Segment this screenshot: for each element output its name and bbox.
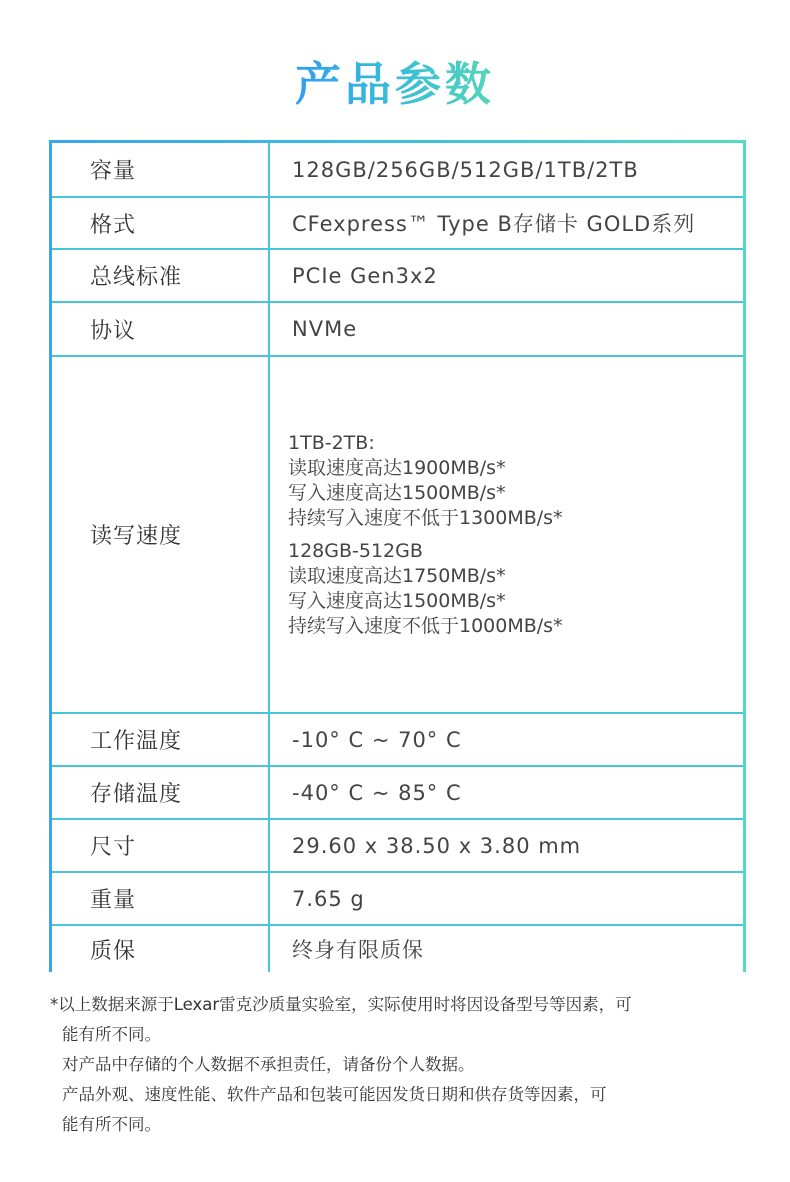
table-row [52, 143, 743, 197]
footnote-line: 对产品中存储的个人数据不承担责任，请备份个人数据。 [62, 1055, 475, 1074]
row-label: 格式 [52, 197, 269, 249]
row-value: -10° C ~ 70° C [269, 713, 743, 766]
speed-line: 读取速度高达1900MB/s* [288, 456, 506, 479]
footnotes [50, 990, 750, 1140]
row-label: 存储温度 [52, 766, 269, 819]
row-value: 7.65 g [269, 872, 743, 925]
speed-line: 写入速度高达1500MB/s* [288, 481, 506, 504]
row-value: CFexpress™ Type B存储卡 GOLD系列 [269, 197, 743, 249]
row-label: 工作温度 [52, 713, 269, 766]
row-value: PCIe Gen3x2 [269, 249, 743, 302]
row-label: 总线标准 [52, 249, 269, 302]
table-row [52, 713, 743, 766]
speed-line: 写入速度高达1500MB/s* [288, 589, 506, 612]
speed-line: 读取速度高达1750MB/s* [288, 564, 506, 587]
row-label: 读写速度 [52, 356, 269, 713]
speed-line: 持续写入速度不低于1000MB/s* [288, 614, 563, 637]
row-label: 容量 [52, 143, 269, 197]
row-value: NVMe [269, 302, 743, 356]
page-title-text: 产品参数 [295, 52, 495, 116]
footnote-line: 能有所不同。 [62, 1025, 161, 1044]
page-title [0, 52, 790, 116]
speed-value [269, 356, 743, 713]
row-label: 质保 [52, 925, 269, 972]
speed-group-heading: 128GB-512GB [288, 539, 423, 562]
speed-group-small [288, 539, 743, 639]
speed-group-heading: 1TB-2TB: [288, 431, 375, 454]
table-row [52, 925, 743, 972]
footnote-line: 能有所不同。 [62, 1115, 161, 1134]
row-value: 128GB/256GB/512GB/1TB/2TB [269, 143, 743, 197]
row-label: 尺寸 [52, 819, 269, 872]
footnote-line: *以上数据来源于Lexar雷克沙质量实验室，实际使用时将因设备型号等因素，可 [50, 995, 632, 1014]
table-row [52, 766, 743, 819]
speed-line: 持续写入速度不低于1300MB/s* [288, 506, 563, 529]
row-label: 重量 [52, 872, 269, 925]
row-value: 终身有限质保 [269, 925, 743, 972]
table-row [52, 872, 743, 925]
table-row [52, 197, 743, 249]
row-label: 协议 [52, 302, 269, 356]
speed-group-large [288, 431, 743, 531]
row-value: -40° C ~ 85° C [269, 766, 743, 819]
spec-table-frame [49, 140, 746, 972]
footnote-line: 产品外观、速度性能、软件产品和包装可能因发货日期和供存货等因素，可 [62, 1085, 607, 1104]
spec-table [52, 143, 743, 972]
table-row [52, 249, 743, 302]
table-row [52, 819, 743, 872]
table-row [52, 356, 743, 713]
row-value: 29.60 x 38.50 x 3.80 mm [269, 819, 743, 872]
table-row [52, 302, 743, 356]
